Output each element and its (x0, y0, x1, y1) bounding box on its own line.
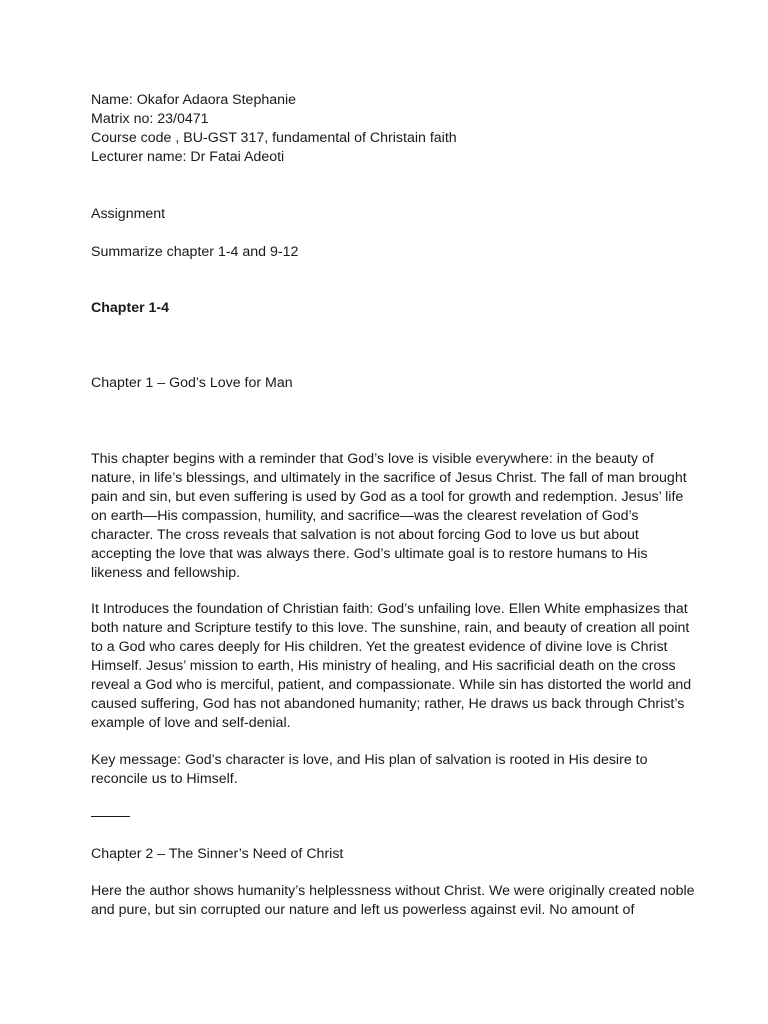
text-line: It Introduces the foundation of Christian faith: God’s unfailing love. Ellen White emphasizes that (91, 601, 688, 617)
text-line: and pure, but sin corrupted our nature and left us powerless against evil. No amount of (91, 902, 635, 918)
student-info (91, 91, 457, 167)
section-separator (91, 816, 130, 817)
text-line: Here the author shows humanity’s helplessness without Christ. We were originally created noble (91, 883, 695, 899)
text-line: reveal a God who is merciful, patient, and compassionate. While sin has distorted the world and (91, 677, 692, 693)
text-line: accepting the love that was always there. God’s ultimate goal is to restore humans to His (91, 546, 648, 562)
text-line: Himself. Jesus’ mission to earth, His ministry of healing, and His sacrificial death on the cross (91, 658, 676, 674)
lecturer-name: Lecturer name: Dr Fatai Adeoti (91, 149, 285, 165)
chapter1-key-message (91, 751, 647, 789)
assignment-task: Summarize chapter 1-4 and 9-12 (91, 244, 299, 260)
chapter1-paragraph-1 (91, 450, 687, 583)
assignment-label: Assignment (91, 206, 166, 222)
text-line: nature, in life’s blessings, and ultimately in the sacrifice of Jesus Christ. The fall of man brought (91, 470, 687, 486)
text-line: Key message: God’s character is love, and His plan of salvation is rooted in His desire to (91, 752, 648, 768)
chapter2-paragraph-1 (91, 882, 695, 920)
text-line: pain and sin, but even suffering is used by God as a tool for growth and redemption. Jesus’ life (91, 489, 684, 505)
text-line: to a God who cares deeply for His children. Yet the greatest evidence of divine love is Christ (91, 639, 668, 655)
matrix-number: Matrix no: 23/0471 (91, 111, 209, 127)
section-heading: Chapter 1-4 (91, 300, 170, 316)
chapter1-title: Chapter 1 – God’s Love for Man (91, 375, 293, 391)
text-line: This chapter begins with a reminder that God’s love is visible everywhere: in the beauty of (91, 451, 654, 467)
text-line: both nature and Scripture testify to this love. The sunshine, rain, and beauty of creation all point (91, 620, 690, 636)
text-line: likeness and fellowship. (91, 565, 241, 581)
chapter2-title: Chapter 2 – The Sinner’s Need of Christ (91, 846, 344, 862)
student-name: Name: Okafor Adaora Stephanie (91, 92, 297, 108)
text-line: caused suffering, God has not abandoned humanity; rather, He draws us back through Christ’s (91, 696, 685, 712)
text-line: on earth—His compassion, humility, and sacrifice—was the clearest revelation of God’s (91, 508, 639, 524)
text-line: character. The cross reveals that salvation is not about forcing God to love us but about (91, 527, 639, 543)
course-code: Course code , BU-GST 317, fundamental of Christain faith (91, 130, 457, 146)
text-line: reconcile us to Himself. (91, 771, 238, 787)
chapter1-paragraph-2 (91, 600, 691, 733)
text-line: example of love and self-denial. (91, 715, 291, 731)
